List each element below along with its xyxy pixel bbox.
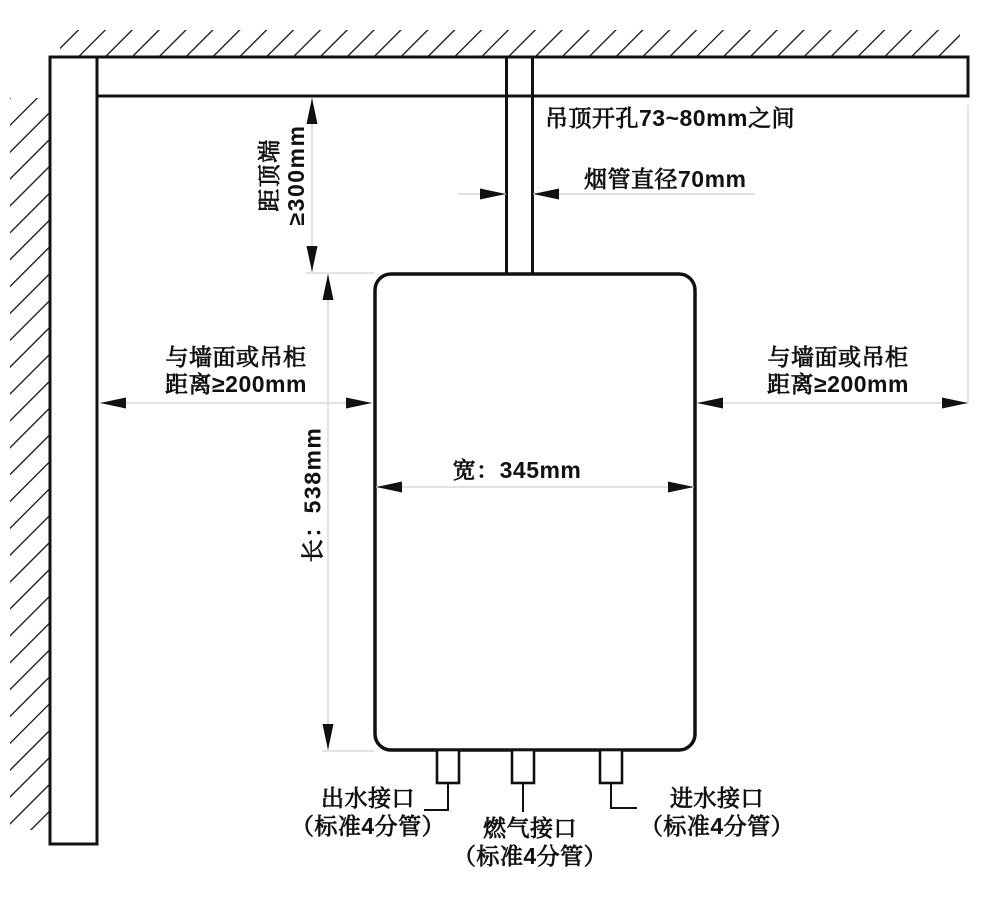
left-clearance-line2: 距离≥200mm	[165, 371, 307, 397]
heater-body	[375, 274, 695, 750]
inlet-port-line1: 进水接口	[670, 785, 764, 811]
outlet-port-line2: （标准4分管）	[290, 813, 446, 839]
right-clearance-line2: 距离≥200mm	[767, 371, 909, 397]
body-length-label: 长：538mm	[299, 426, 326, 563]
top-clearance-label	[256, 100, 310, 250]
gas-port-stub	[512, 750, 534, 783]
top-clearance-line1: 距顶端	[256, 138, 282, 212]
right-clearance-line1: 与墙面或吊柜	[767, 344, 909, 370]
left-clearance-line1: 与墙面或吊柜	[165, 344, 307, 370]
gas-port-label	[430, 814, 630, 870]
ceiling-slab	[50, 57, 968, 96]
gas-port-line1: 燃气接口	[483, 815, 577, 841]
ceiling-hole-label: 吊顶开孔73~80mm之间	[545, 105, 795, 131]
body-width-label: 宽：345mm	[452, 457, 582, 483]
wall-hatch	[10, 98, 49, 830]
wall-slab	[50, 57, 97, 844]
ceiling-hatch	[60, 30, 960, 57]
inlet-port-stub	[600, 750, 622, 783]
flue-diameter-label: 烟管直径70mm	[584, 166, 747, 192]
right-clearance-label	[738, 344, 938, 398]
inlet-port-label	[617, 784, 817, 840]
inlet-port-line2: （标准4分管）	[639, 813, 795, 839]
outlet-port-stub	[437, 750, 459, 783]
top-clearance-line2: ≥300mm	[283, 124, 309, 226]
left-clearance-label	[136, 344, 336, 398]
gas-port-line2: （标准4分管）	[452, 843, 608, 869]
outlet-port-line1: 出水接口	[321, 785, 415, 811]
